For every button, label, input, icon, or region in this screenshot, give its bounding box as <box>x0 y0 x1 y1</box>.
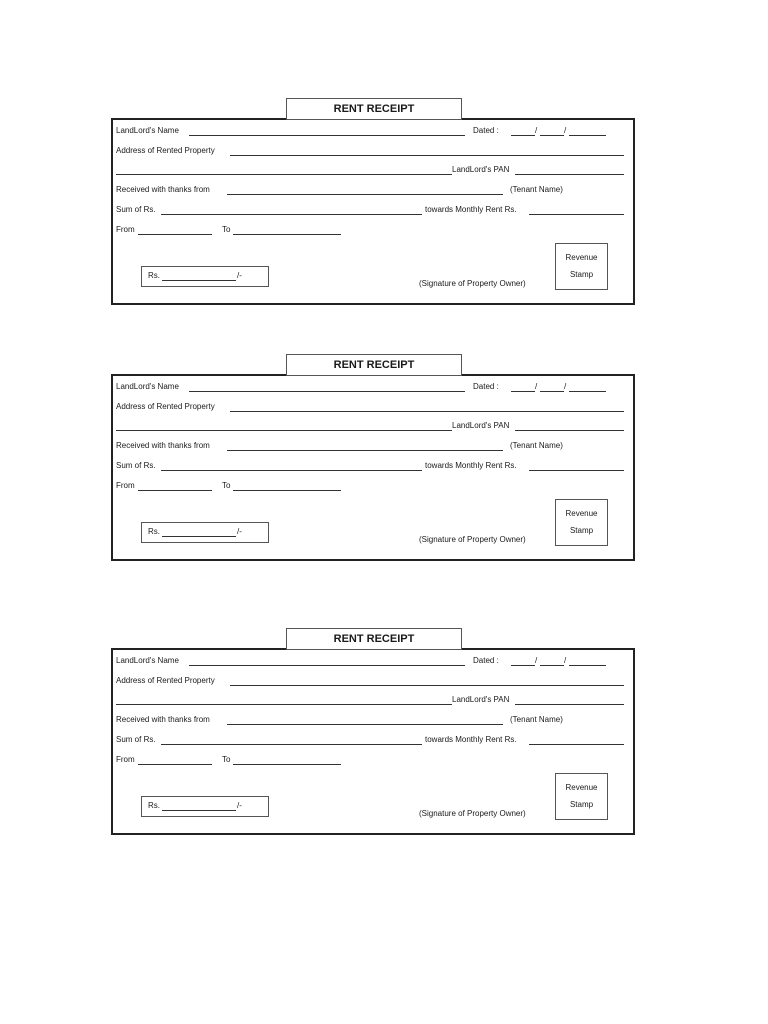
landlord-name-label: LandLord's Name <box>116 126 179 135</box>
amount-prefix: Rs. <box>148 801 160 810</box>
dated-label: Dated : <box>473 656 499 665</box>
address-blank <box>230 411 624 412</box>
tenant-name-label: (Tenant Name) <box>510 441 563 450</box>
amount-box <box>141 266 269 287</box>
address-blank <box>230 685 624 686</box>
sum-label: Sum of Rs. <box>116 461 156 470</box>
address-blank-continued <box>116 430 452 431</box>
tenant-name-blank <box>227 724 503 725</box>
received-from-label: Received with thanks from <box>116 441 210 450</box>
to-label: To <box>222 481 231 490</box>
rent-receipt <box>111 98 635 306</box>
date-year-blank <box>569 391 606 392</box>
date-slash: / <box>564 656 567 665</box>
landlord-pan-label: LandLord's PAN <box>452 421 510 430</box>
date-month-blank <box>540 665 564 666</box>
to-label: To <box>222 755 231 764</box>
rent-receipt <box>111 628 635 836</box>
address-label: Address of Rented Property <box>116 402 215 411</box>
amount-suffix: /- <box>237 527 242 536</box>
date-day-blank <box>511 665 535 666</box>
monthly-rent-blank <box>529 214 624 215</box>
to-blank <box>233 764 341 765</box>
landlord-pan-blank <box>515 174 624 175</box>
address-label: Address of Rented Property <box>116 676 215 685</box>
from-blank <box>138 764 212 765</box>
dated-label: Dated : <box>473 126 499 135</box>
date-day-blank <box>511 391 535 392</box>
landlord-pan-blank <box>515 430 624 431</box>
receipt-title: RENT RECEIPT <box>286 354 462 376</box>
receipt-title: RENT RECEIPT <box>286 98 462 120</box>
stamp-label: Revenue <box>565 783 598 792</box>
sum-blank <box>161 214 422 215</box>
received-from-label: Received with thanks from <box>116 185 210 194</box>
signature-label: (Signature of Property Owner) <box>419 279 526 288</box>
amount-suffix: /- <box>237 271 242 280</box>
tenant-name-label: (Tenant Name) <box>510 715 563 724</box>
from-blank <box>138 490 212 491</box>
revenue-stamp-box <box>555 773 608 820</box>
landlord-pan-label: LandLord's PAN <box>452 695 510 704</box>
amount-blank <box>162 280 236 281</box>
sum-label: Sum of Rs. <box>116 735 156 744</box>
to-blank <box>233 490 341 491</box>
dated-label: Dated : <box>473 382 499 391</box>
tenant-name-label: (Tenant Name) <box>510 185 563 194</box>
amount-blank <box>162 810 236 811</box>
signature-label: (Signature of Property Owner) <box>419 809 526 818</box>
landlord-pan-blank <box>515 704 624 705</box>
date-slash: / <box>564 126 567 135</box>
from-label: From <box>116 225 135 234</box>
date-year-blank <box>569 135 606 136</box>
stamp-label: Stamp <box>569 270 594 279</box>
address-blank-continued <box>116 704 452 705</box>
to-blank <box>233 234 341 235</box>
date-slash: / <box>564 382 567 391</box>
towards-rent-label: towards Monthly Rent Rs. <box>425 461 517 470</box>
amount-suffix: /- <box>237 801 242 810</box>
amount-prefix: Rs. <box>148 271 160 280</box>
sum-label: Sum of Rs. <box>116 205 156 214</box>
amount-blank <box>162 536 236 537</box>
from-label: From <box>116 755 135 764</box>
revenue-stamp-box <box>555 499 608 546</box>
stamp-label: Stamp <box>569 526 594 535</box>
address-blank <box>230 155 624 156</box>
date-year-blank <box>569 665 606 666</box>
tenant-name-blank <box>227 194 503 195</box>
to-label: To <box>222 225 231 234</box>
address-blank-continued <box>116 174 452 175</box>
towards-rent-label: towards Monthly Rent Rs. <box>425 205 517 214</box>
rent-receipt <box>111 354 635 562</box>
from-blank <box>138 234 212 235</box>
date-slash: / <box>535 382 538 391</box>
sum-blank <box>161 744 422 745</box>
monthly-rent-blank <box>529 744 624 745</box>
landlord-name-blank <box>189 665 465 666</box>
landlord-name-blank <box>189 391 465 392</box>
monthly-rent-blank <box>529 470 624 471</box>
landlord-pan-label: LandLord's PAN <box>452 165 510 174</box>
landlord-name-label: LandLord's Name <box>116 656 179 665</box>
towards-rent-label: towards Monthly Rent Rs. <box>425 735 517 744</box>
date-slash: / <box>535 656 538 665</box>
amount-prefix: Rs. <box>148 527 160 536</box>
signature-label: (Signature of Property Owner) <box>419 535 526 544</box>
stamp-label: Revenue <box>565 509 598 518</box>
stamp-label: Revenue <box>565 253 598 262</box>
sum-blank <box>161 470 422 471</box>
amount-box <box>141 796 269 817</box>
date-slash: / <box>535 126 538 135</box>
address-label: Address of Rented Property <box>116 146 215 155</box>
receipt-title: RENT RECEIPT <box>286 628 462 650</box>
revenue-stamp-box <box>555 243 608 290</box>
landlord-name-label: LandLord's Name <box>116 382 179 391</box>
date-month-blank <box>540 135 564 136</box>
from-label: From <box>116 481 135 490</box>
landlord-name-blank <box>189 135 465 136</box>
tenant-name-blank <box>227 450 503 451</box>
received-from-label: Received with thanks from <box>116 715 210 724</box>
date-day-blank <box>511 135 535 136</box>
amount-box <box>141 522 269 543</box>
date-month-blank <box>540 391 564 392</box>
stamp-label: Stamp <box>569 800 594 809</box>
